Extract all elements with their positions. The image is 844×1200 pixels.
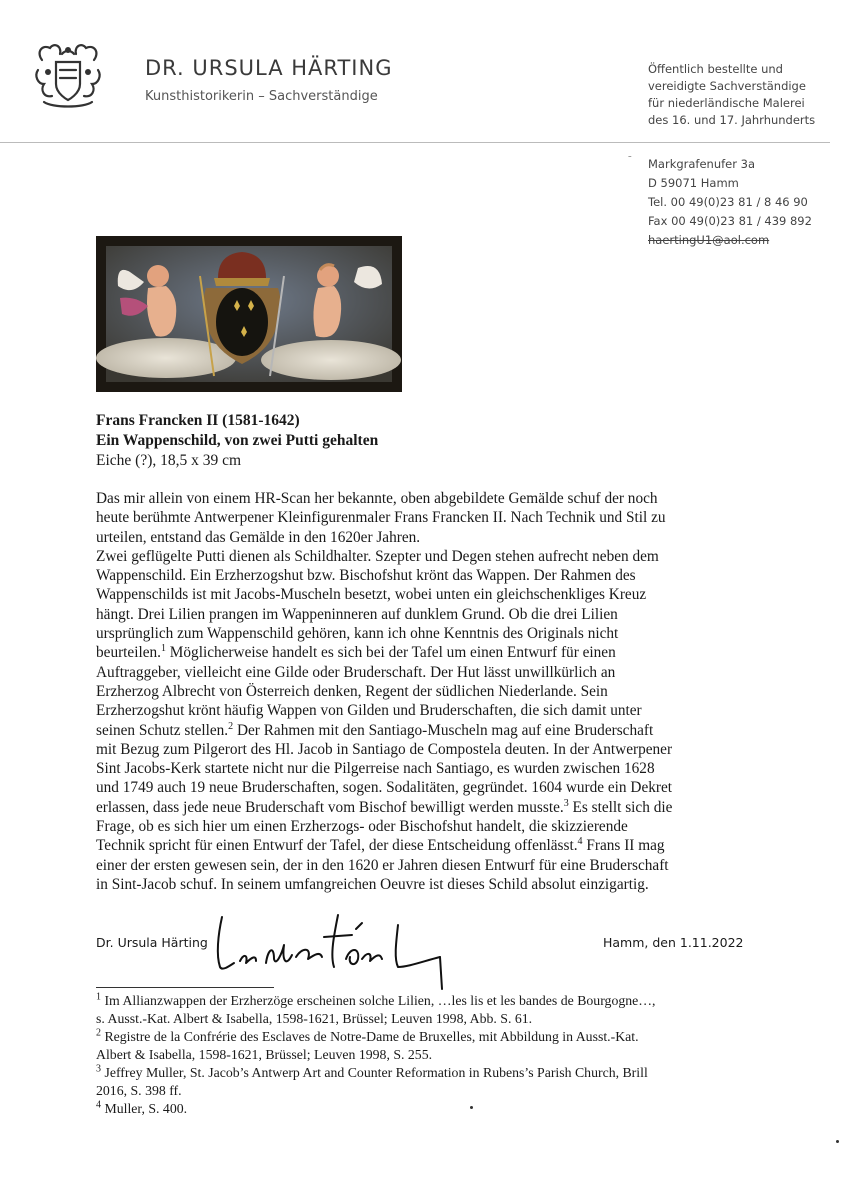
address-fax: Fax 00 49(0)23 81 / 439 892 (648, 214, 812, 228)
body-line: urteilen, entstand das Gemälde in den 1620er Jahren. (96, 528, 421, 546)
footnote-number: 3 (96, 1063, 101, 1075)
address-city: D 59071 Hamm (648, 176, 739, 190)
body-line: Zwei geflügelte Putti dienen als Schildhalter. Szepter und Degen stehen aufrecht neben dem (96, 547, 659, 565)
scan-speck (836, 1140, 839, 1143)
footnote-text: s. Ausst.-Kat. Albert & Isabella, 1598-1621, Brüssel; Leuven 1998, Abb. S. 61. (96, 1010, 533, 1026)
footnote-2 (96, 1028, 756, 1063)
body-line: ursprünglich zum Wappenschild gehören, kann ich ohne Kenntnis des Originals nicht (96, 625, 619, 643)
margin-mark: ‐ (628, 150, 632, 162)
letterhead-name: DR. URSULA HÄRTING (145, 56, 393, 80)
body-line: Wappenschild. Ein Erzherzogshut bzw. Bischofshut krönt das Wappen. Der Rahmen des (96, 567, 636, 585)
body-line: Frage, ob es sich hier um einen Erzherzogs- oder Bischofshut handelt, die skizzierende (96, 818, 628, 836)
address-tel: Tel. 00 49(0)23 81 / 8 46 90 (648, 195, 808, 209)
artwork-medium: Eiche (?), 18,5 x 39 cm (96, 452, 242, 469)
body-line: hängt. Drei Lilien prangen im Wappeninneren auf dunklem Grund. Ob die drei Lilien (96, 605, 618, 623)
letterhead-subtitle: Kunsthistorikerin – Sachverständige (145, 89, 378, 104)
body-line: Erzherzogshut krönt häufig Wappen von Gilden und Bruderschaften, die sich damit unter (96, 702, 642, 720)
footnote-text: Albert & Isabella, 1598-1621, Brüssel; Leuven 1998, S. 255. (96, 1046, 433, 1062)
body-line: und 1749 auch 19 neue Bruderschaften, sogen. Sodalitäten, gegründet. 1604 wurde ein Dekret (96, 779, 673, 797)
body-line: Wappenschilds ist mit Jacobs-Muscheln besetzt, wobei unten ein gleichschenkliges Kreuz (96, 586, 647, 604)
artwork-artist: Frans Francken II (1581-1642) (96, 412, 300, 429)
footnote-text: Registre de la Confrérie des Esclaves de Notre-Dame de Bruxelles, mit Abbildung in Ausst.-Kat. (101, 1029, 639, 1044)
footnote-text: 2016, S. 398 ff. (96, 1082, 182, 1098)
body-line (96, 643, 746, 662)
footnote-divider (96, 987, 274, 988)
footnote-1 (96, 992, 756, 1027)
body-line: Sint Jacobs-Kerk startete nicht nur die Pilgerreise nach Santiago, es wurden zwischen 1628 (96, 760, 655, 778)
painting-image (96, 236, 402, 392)
body-text-segment: Der Rahmen mit den Santiago-Muscheln mag auf eine Bruderschaft (233, 721, 654, 739)
footnote-ref[interactable]: 4 (577, 836, 583, 848)
body-line (96, 721, 746, 740)
body-line: Auftraggeber, vielleicht eine Gilde oder Bruderschaft. Der Hut lässt unwillkürlich an (96, 663, 616, 681)
scan-speck (470, 1106, 473, 1109)
body-line: Das mir allein von einem HR-Scan her bekannte, oben abgebildete Gemälde schuf der noch (96, 490, 658, 507)
footnote-3 (96, 1064, 756, 1099)
footnote-4 (96, 1100, 756, 1118)
handwritten-signature (212, 905, 462, 995)
body-line: Erzherzog Albrecht von Österreich denken, Regent der südlichen Niederlande. Sein (96, 682, 608, 700)
body-text (96, 489, 746, 894)
artwork-caption (96, 411, 378, 471)
footnote-ref[interactable]: 3 (563, 797, 569, 809)
footnote-number: 1 (96, 991, 101, 1003)
credential-line: des 16. und 17. Jahrhunderts (648, 113, 816, 127)
body-line (96, 798, 746, 817)
body-line (96, 836, 746, 855)
body-text-segment: Technik spricht für einen Entwurf der Tafel, der diese Entscheidung offenlässt. (96, 837, 578, 855)
footnote-number: 2 (96, 1027, 101, 1039)
address-block (648, 155, 812, 250)
footnote-ref[interactable]: 1 (160, 643, 166, 655)
footnotes (96, 992, 756, 1119)
artwork-title: Ein Wappenschild, von zwei Putti gehalten (96, 432, 379, 449)
body-text-segment: Möglicherweise handelt es sich bei der Tafel um einen Entwurf für einen (165, 644, 616, 662)
credential-line: für niederländische Malerei (648, 96, 805, 110)
signatory-name: Dr. Ursula Härting (96, 935, 208, 950)
footnote-text: Im Allianzwappen der Erzherzöge erscheinen solche Lilien, …les lis et les bandes de Bourgogne…, (101, 993, 656, 1008)
footnote-text: Jeffrey Muller, St. Jacob’s Antwerp Art and Counter Reformation in Rubens’s Parish Church, Brill (101, 1065, 648, 1080)
body-line: in Sint-Jacob schuf. In seinem umfangreichen Oeuvre ist dieses Schild absolut einzigartig. (96, 875, 649, 893)
footnote-text: Muller, S. 400. (101, 1101, 188, 1116)
body-text-segment: Frans II mag (582, 837, 665, 855)
body-text-segment: Es stellt sich die (568, 798, 673, 816)
coat-of-arms-logo (32, 40, 104, 112)
body-line: heute berühmte Antwerpener Kleinfigurenmaler Frans Francken II. Nach Technik und Stil zu (96, 509, 666, 527)
address-street: Markgrafenufer 3a (648, 157, 756, 171)
place-and-date: Hamm, den 1.11.2022 (603, 935, 744, 950)
body-text-segment: seinen Schutz stellen. (96, 721, 229, 739)
credential-line: vereidigte Sachverständige (648, 79, 806, 93)
letterhead-credentials (648, 61, 815, 129)
footnote-ref[interactable]: 2 (228, 720, 234, 732)
header-divider (0, 142, 830, 143)
credential-line: Öffentlich bestellte und (648, 62, 783, 76)
body-text-segment: erlassen, dass jede neue Bruderschaft vom Bischof bewilligt werden musste. (96, 798, 564, 816)
body-line: einer der ersten gewesen sein, der in den 1620 er Jahren diesen Entwurf für eine Bruderschaft (96, 856, 669, 874)
body-text-segment: beurteilen. (96, 644, 161, 662)
footnote-number: 4 (96, 1099, 101, 1111)
body-line: mit Bezug zum Pilgerort des Hl. Jacob in Santiago de Compostela deuten. In der Antwerpener (96, 740, 673, 758)
address-email[interactable]: haertingU1@aol.com (648, 233, 770, 247)
